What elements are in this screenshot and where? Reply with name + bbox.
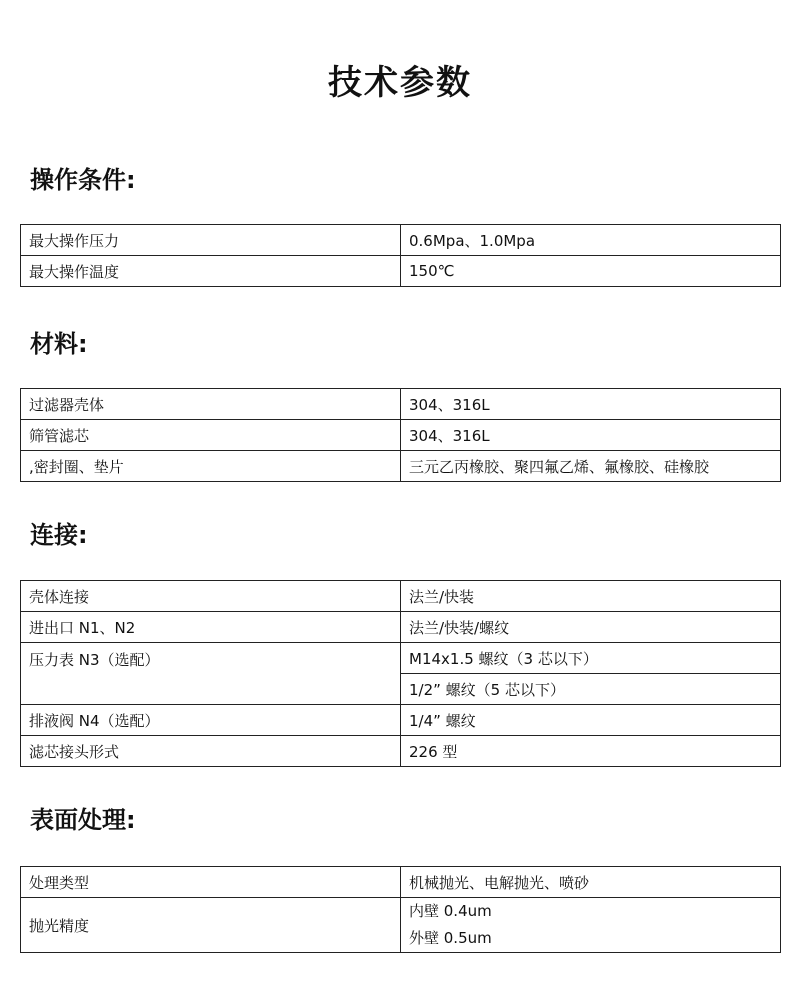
materials-table xyxy=(20,388,781,482)
table-row xyxy=(21,451,781,482)
section-heading-operating-conditions: 操作条件: xyxy=(30,166,136,194)
operating-conditions-table xyxy=(20,224,781,287)
param-value: 法兰/快装 xyxy=(401,581,781,612)
param-value: 0.6Mpa、1.0Mpa xyxy=(401,225,781,256)
connections-table xyxy=(20,580,781,767)
table-row xyxy=(21,867,781,898)
table-row xyxy=(21,389,781,420)
param-value: 1/4” 螺纹 xyxy=(401,705,781,736)
table-row xyxy=(21,420,781,451)
param-label: 排液阀 N4（选配） xyxy=(21,705,401,736)
param-label: 过滤器壳体 xyxy=(21,389,401,420)
page-title: 技术参数 xyxy=(328,63,472,103)
param-label: 压力表 N3（选配） xyxy=(21,643,401,705)
section-heading-materials: 材料: xyxy=(30,330,88,358)
param-label: 最大操作温度 xyxy=(21,256,401,287)
table-row xyxy=(21,705,781,736)
param-value: M14x1.5 螺纹（3 芯以下） xyxy=(401,643,781,674)
table-row xyxy=(21,736,781,767)
param-value: 三元乙丙橡胶、聚四氟乙烯、氟橡胶、硅橡胶 xyxy=(401,451,781,482)
table-row xyxy=(21,612,781,643)
section-heading-surface-treatment: 表面处理: xyxy=(30,806,136,834)
section-heading-connections: 连接: xyxy=(30,521,88,549)
param-value-multiline xyxy=(401,898,781,953)
param-label: 最大操作压力 xyxy=(21,225,401,256)
param-value: 304、316L xyxy=(401,420,781,451)
param-value: 机械抛光、电解抛光、喷砂 xyxy=(401,867,781,898)
table-row xyxy=(21,643,781,674)
table-row xyxy=(21,225,781,256)
param-value-line: 内壁 0.4um xyxy=(409,902,492,920)
surface-treatment-table xyxy=(20,866,781,953)
param-value: 150℃ xyxy=(401,256,781,287)
param-label: 滤芯接头形式 xyxy=(21,736,401,767)
param-value: 法兰/快装/螺纹 xyxy=(401,612,781,643)
param-label: 进出口 N1、N2 xyxy=(21,612,401,643)
param-label: 壳体连接 xyxy=(21,581,401,612)
param-label: 筛管滤芯 xyxy=(21,420,401,451)
table-row xyxy=(21,581,781,612)
param-label: 处理类型 xyxy=(21,867,401,898)
param-value: 1/2” 螺纹（5 芯以下） xyxy=(401,674,781,705)
param-label: 抛光精度 xyxy=(21,898,401,953)
param-value: 304、316L xyxy=(401,389,781,420)
table-row xyxy=(21,898,781,953)
table-row xyxy=(21,256,781,287)
param-value: 226 型 xyxy=(401,736,781,767)
param-label: ,密封圈、垫片 xyxy=(21,451,401,482)
param-value-line: 外壁 0.5um xyxy=(409,929,492,947)
